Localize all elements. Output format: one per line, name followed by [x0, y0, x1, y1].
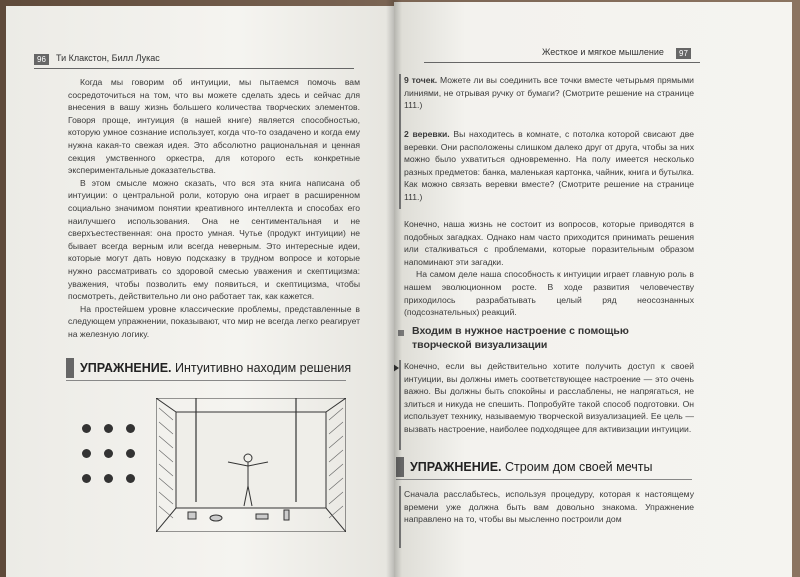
puzzle-two — [404, 128, 694, 204]
left-running-header: Ти Клакстон, Билл Лукас — [56, 53, 160, 63]
paragraph: Когда мы говорим об интуиции, мы пытаемся помочь вам сосредоточиться на том, что вы можете сделать здесь и сейчас для внесения в вашу жизнь большего количества творческих элементов. Говоря проще, интуиция (в нашей книге) является способностью, которую умное сознание использует, когда что-то озадачено и когда ему нужна какая-то свежая идея. Это абсолютно рациональная и ценная секция умственного оркестра, для которого есть конкретные экспериментальные доказательства. — [68, 77, 360, 176]
exercise-marker — [66, 358, 74, 378]
right-header-rule — [424, 62, 700, 63]
dot — [104, 449, 113, 458]
exercise-title: Интуитивно находим решения — [175, 361, 352, 375]
exercise-label: УПРАЖНЕНИЕ. — [80, 361, 172, 375]
puzzle-two-text: Вы находитесь в комнате, с потолка которой свисают две веревки. Они расположены слишком далеко друг от друга, чтобы за них можно было ухватиться одновременно. На полу имеется несколько разных предметов: банка, маленькая картонка, чайник, книга и бутылка. Как можно связать веревки вместе? (Смотрите решение на странице 111.) — [404, 129, 694, 202]
right-running-header: Жесткое и мягкое мышление — [542, 47, 664, 57]
right-page-number: 97 — [676, 48, 691, 59]
paragraph: На самом деле наша способность к интуиции играет главную роль в нашем эволюционном росте. В ходе развития человечеству приходилось разрабатывать целый ряд неосознанных (подсознательных) реакций. — [404, 269, 694, 318]
puzzle-one — [404, 74, 694, 112]
left-header-rule — [34, 68, 354, 69]
puzzle-two-label: 2 веревки. — [404, 129, 450, 139]
left-page — [6, 6, 394, 577]
dot — [104, 474, 113, 483]
left-body-text — [68, 76, 360, 340]
dot — [82, 449, 91, 458]
exercise-text: Сначала расслабьтесь, используя процедуру, которая к настоящему времени уже должна быть вам довольно знакома. Упражнение направлено на то, чтобы вы мысленно построили дом — [404, 489, 694, 525]
exercise-heading — [410, 460, 652, 474]
room-with-ropes-illustration — [156, 398, 346, 532]
exercise-heading — [80, 361, 351, 375]
paragraph: На простейшем уровне классические проблемы, представленные в следующем упражнении, показывают, что мир не всегда легко реагирует на железную логику. — [68, 303, 360, 339]
puzzle-one-label: 9 точек. — [404, 75, 438, 85]
paragraph: Конечно, наша жизнь не состоит из вопросов, которые приводятся в подобных загадках. Однако нам часто приходится принимать решения или сталкиваться с проблемами, которые поразительным образом напоминают эти загадки. — [404, 219, 694, 267]
exercise-title: Строим дом своей мечты — [505, 460, 653, 474]
dot — [126, 449, 135, 458]
paragraph: В этом смысле можно сказать, что вся эта книга написана об интуиции: о центральной роли, которую она играет в расширенном социально значимом понятии креативного интеллекта и способах его наилучшего использования. Она не сентиментальная и не сверхъестественная: она просто умная. Чутье (продукт интуиции) не бывает всегда верным или всегда неверным. Это интересные идеи, которые могут дать новую подсказку в трудном вопросе и которые нужно рассматривать со здоровой смесью уважения и скептицизма: уважения, чтобы позволить ему появиться, и скептицизма, чтобы посмотреть, действительно ли оно работает так, как кажется. — [68, 177, 360, 302]
dot — [82, 424, 91, 433]
dot — [126, 424, 135, 433]
dot — [82, 474, 91, 483]
right-body-text — [404, 218, 694, 319]
puzzle-one-text: Можете ли вы соединить все точки вместе четырьмя прямыми линиями, не отрывая ручку от бумаги? (Смотрите решение на странице 111.) — [404, 75, 694, 111]
section-text: Конечно, если вы действительно хотите получить доступ к своей интуиции, вы должны иметь соответствующее настроение — это очень важно. Вы должны быть спокойны и расслаблены, не напрягаться, не злиться и никуда не спешить. Попробуйте такой способ подготовки. Он использует технику, называемую творческой визуализацией. Ее цель — вызвать настроение, наиболее подходящее для активизации интуиции. — [404, 361, 694, 434]
exercise-rule — [66, 380, 346, 381]
dot — [104, 424, 113, 433]
section-heading: Входим в нужное настроение с помощью творческой визуализации — [412, 325, 629, 351]
left-page-number: 96 — [34, 54, 49, 65]
exercise-label: УПРАЖНЕНИЕ. — [410, 460, 502, 474]
exercise-rule — [396, 479, 692, 480]
book-gutter — [386, 0, 402, 577]
right-page — [394, 2, 792, 577]
dot — [126, 474, 135, 483]
